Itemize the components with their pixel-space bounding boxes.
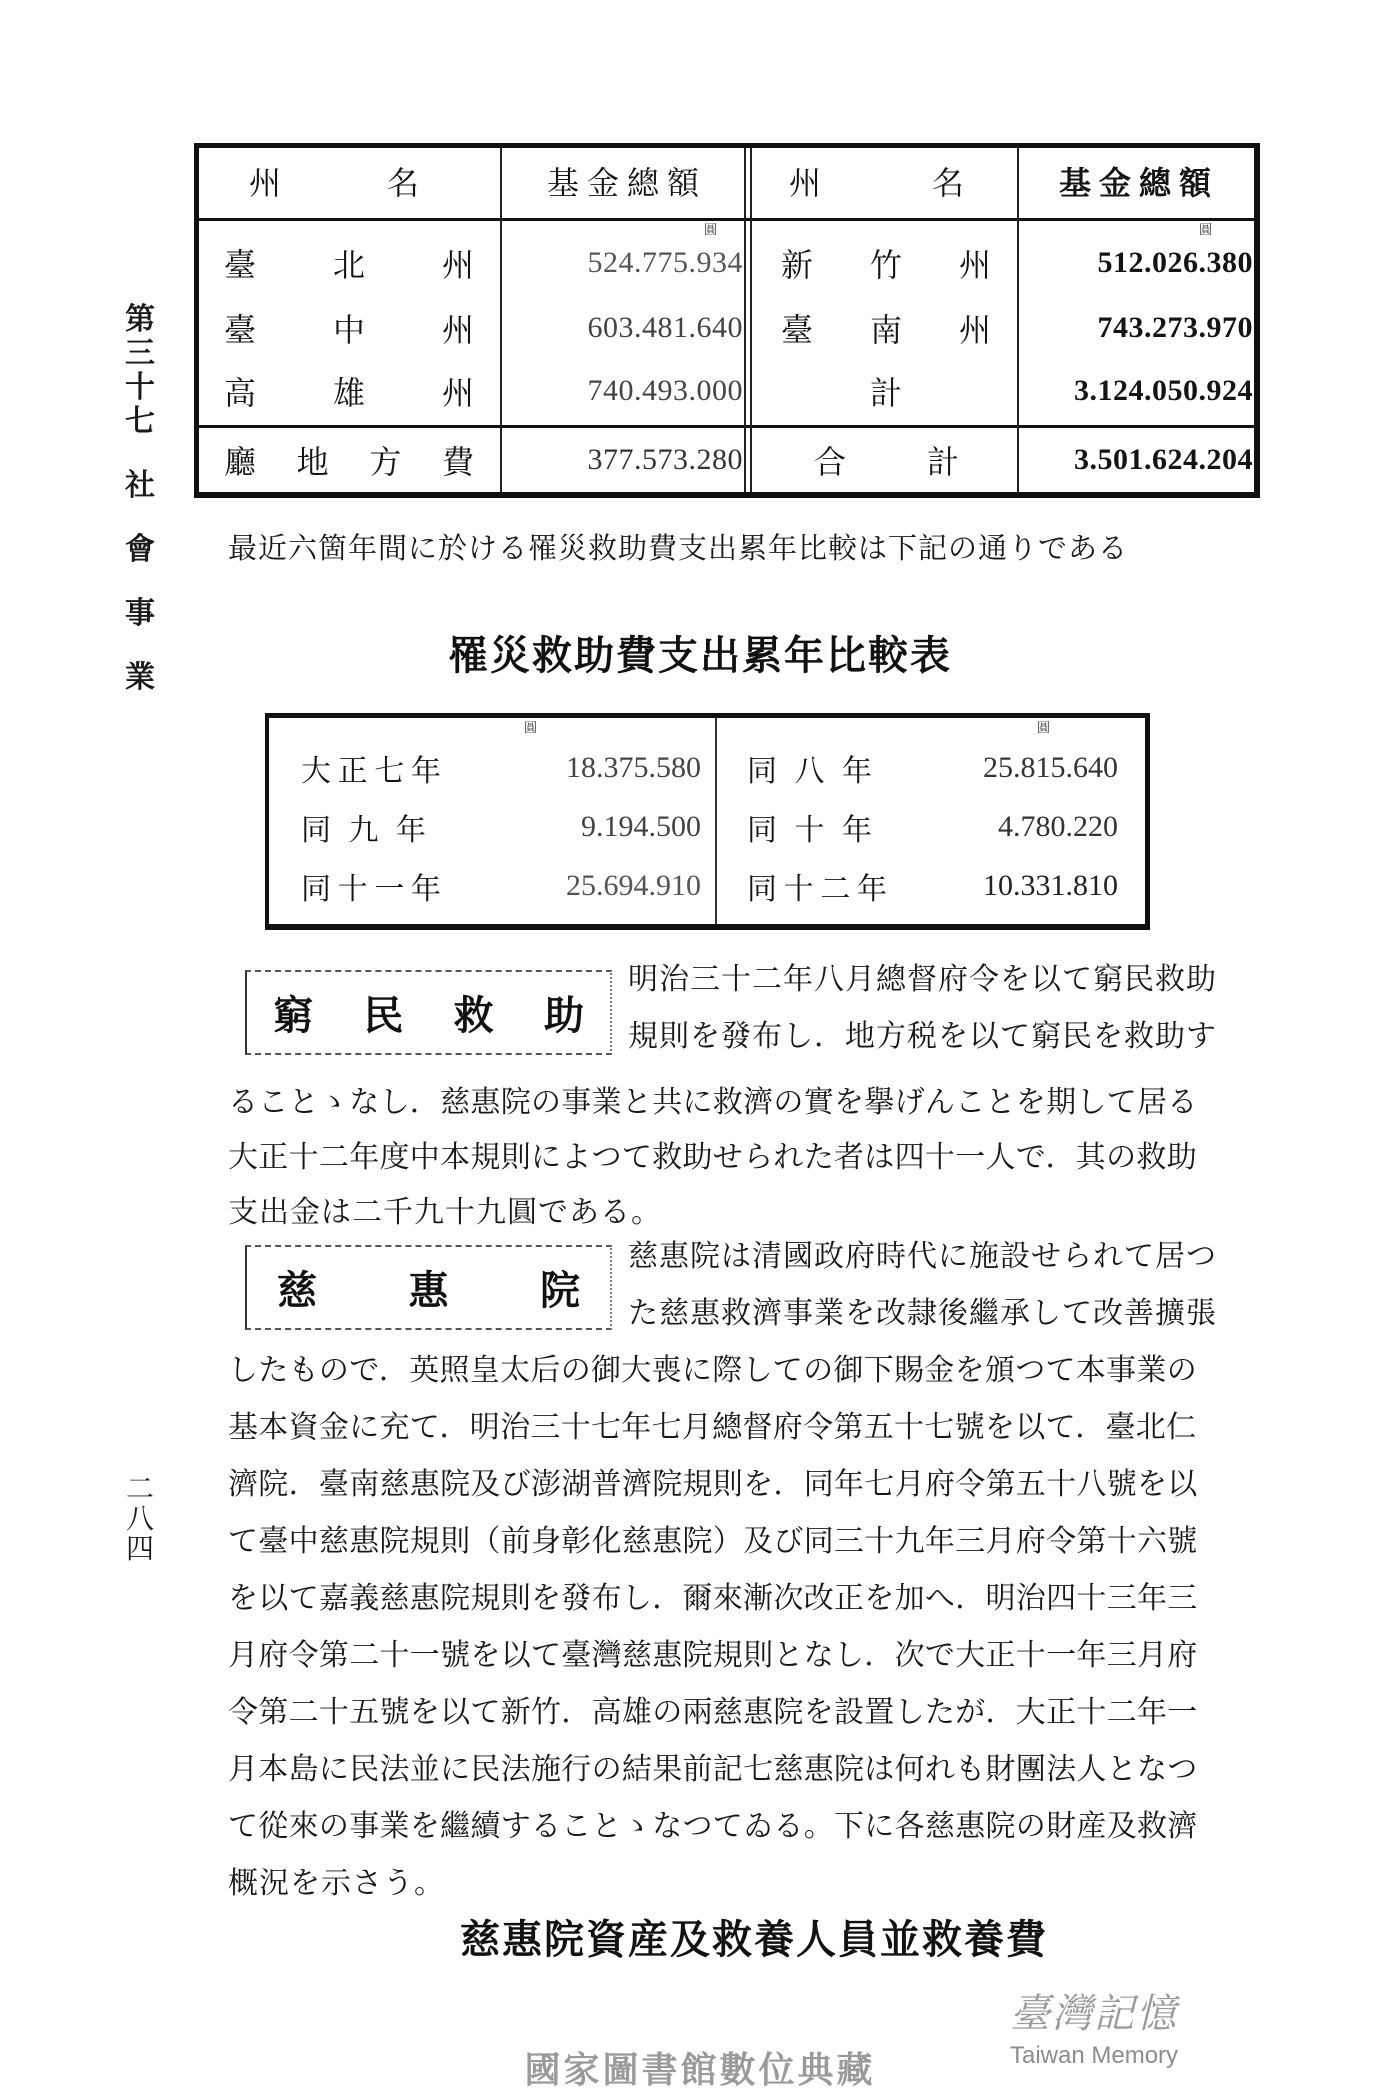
heading-char: 救 <box>453 992 494 1039</box>
running-head-char: 業 <box>125 660 155 695</box>
page-number-char: 四 <box>125 1532 154 1565</box>
header-divider <box>199 218 1254 221</box>
body-line: を以て嘉義慈惠院規則を發布し．爾來漸次改正を加へ．明治四十三年三 <box>228 1581 1198 1616</box>
name-char: 高 <box>224 374 257 412</box>
relief-amount: 9.194.500 <box>581 810 701 843</box>
name-char: 計 <box>926 443 959 481</box>
year-label <box>301 746 441 790</box>
page-number-char: 八 <box>125 1502 154 1535</box>
header-char: 州 <box>789 164 822 202</box>
name-char: 合 <box>814 443 847 481</box>
body-line: したもので．英照皇太后の御大喪に際しての御下賜金を頒つて本事業の <box>228 1353 1197 1388</box>
body-line: て臺中慈惠院規則（前身彰化慈惠院）及び同三十九年三月府令第十六號 <box>228 1524 1198 1559</box>
grand-total-amount: 3.501.624.204 <box>1074 443 1253 476</box>
prefecture-name <box>781 240 991 286</box>
unit-label: 圓 <box>704 223 718 238</box>
header-prefecture-name <box>249 148 419 214</box>
fund-amount: 524.775.934 <box>587 246 743 279</box>
body-line: 基本資金に充て．明治三十七年七月總督府令第五十七號を以て．臺北仁 <box>228 1410 1197 1445</box>
year-char: 八 <box>794 754 825 789</box>
center-double-divider <box>744 148 752 492</box>
name-char: 新 <box>781 246 814 284</box>
running-head-char: 十 <box>125 370 155 405</box>
year-char: 同 <box>301 872 331 907</box>
grand-total-label <box>814 432 959 488</box>
header-char: 名 <box>931 164 964 202</box>
running-head <box>122 302 158 697</box>
body-line: 規則を發布し．地方税を以て窮民を救助す <box>628 1019 1217 1054</box>
office-local-expense-label <box>224 432 474 488</box>
name-char: 州 <box>958 246 991 284</box>
year-char: 年 <box>396 813 426 848</box>
relief-amount: 25.815.640 <box>983 751 1118 784</box>
fund-amount: 743.273.970 <box>1097 311 1253 344</box>
running-head-char: 第 <box>125 302 155 337</box>
year-label <box>301 805 426 849</box>
year-char: 十 <box>337 872 368 907</box>
fund-table <box>194 143 1260 498</box>
running-head-char: 會 <box>125 532 155 567</box>
name-char: 雄 <box>332 374 365 412</box>
fund-amount: 603.481.640 <box>587 311 743 344</box>
year-char: 大 <box>301 754 331 789</box>
heading-char: 慈 <box>277 1267 317 1314</box>
year-label <box>747 805 872 849</box>
header-char: 名 <box>386 164 419 202</box>
year-char: 七 <box>374 754 405 789</box>
body-line: 慈惠院は清國政府時代に施設せられて居つ <box>628 1239 1217 1274</box>
relief-row <box>747 856 1137 916</box>
body-line: 支出金は二千九十九圓である。 <box>228 1195 662 1230</box>
year-char: 年 <box>410 754 441 789</box>
body-line: 月本島に民法並に民法施行の結果前記七慈惠院は何れも財團法人となつ <box>228 1752 1198 1787</box>
year-char: 十 <box>794 813 825 848</box>
name-char: 北 <box>332 246 365 284</box>
body-line: 明治三十二年八月總督府令を以て窮民救助 <box>628 962 1217 997</box>
relief-row <box>747 797 1137 857</box>
name-char: 州 <box>441 374 474 412</box>
name-char: 州 <box>441 246 474 284</box>
relief-row <box>301 856 701 916</box>
year-label <box>747 864 887 908</box>
year-char: 九 <box>348 813 379 848</box>
year-char: 正 <box>337 754 368 789</box>
name-char: 臺 <box>781 311 814 349</box>
unit-label: 圓 <box>1199 223 1213 238</box>
body-line: 大正十二年度中本規則によつて救助せられた者は四十一人で．其の救助 <box>228 1140 1197 1175</box>
page-number <box>122 1472 158 1565</box>
relief-amount: 18.375.580 <box>566 751 701 784</box>
header-fund-total: 基金總額 <box>546 164 707 202</box>
year-char: 同 <box>747 872 777 907</box>
page-number-char: 二 <box>125 1472 154 1505</box>
header-prefecture-name <box>789 148 964 214</box>
relief-row <box>747 738 1137 798</box>
year-label <box>301 864 441 908</box>
year-char: 十 <box>783 872 814 907</box>
name-char: 州 <box>441 311 474 349</box>
prefecture-name <box>224 305 474 351</box>
name-char: 南 <box>869 311 902 349</box>
body-line: て從來の事業を繼續することゝなつてゐる。下に各慈惠院の財産及救濟 <box>228 1809 1198 1844</box>
total-row-divider <box>199 425 1254 428</box>
year-char: 同 <box>301 813 331 848</box>
body-line: ることゝなし．慈惠院の事業と共に救濟の實を擧げんことを期して居る <box>228 1085 1198 1120</box>
fund-amount: 740.493.000 <box>587 374 743 407</box>
relief-amount: 4.780.220 <box>998 810 1118 843</box>
relief-row <box>301 738 701 798</box>
relief-row <box>301 797 701 857</box>
body-line: 令第二十五號を以て新竹．高雄の兩慈惠院を設置したが．大正十二年一 <box>228 1695 1198 1730</box>
year-char: 年 <box>842 813 872 848</box>
year-char: 年 <box>842 754 872 789</box>
section-heading-poor-relief <box>245 970 612 1055</box>
column-divider <box>1017 148 1019 492</box>
watermark-caption: Taiwan Memory <box>1010 2042 1179 2069</box>
year-char: 年 <box>856 872 887 907</box>
year-label <box>747 746 872 790</box>
library-footer: 國家圖書館數位典藏 <box>524 2050 876 2091</box>
name-char: 州 <box>958 311 991 349</box>
unit-label: 圓 <box>1037 721 1051 736</box>
body-line: 概況を示さう。 <box>228 1866 445 1901</box>
section-heading-charity-home <box>245 1245 612 1330</box>
heading-char: 窮 <box>273 992 313 1039</box>
fund-amount: 377.573.280 <box>587 443 743 476</box>
running-head-char: 七 <box>125 404 155 439</box>
name-char: 臺 <box>224 246 257 284</box>
fund-amount: 3.124.050.924 <box>1074 374 1253 407</box>
running-head-char: 社 <box>125 468 155 503</box>
year-char: 同 <box>747 813 777 848</box>
running-head-char: 三 <box>125 336 155 371</box>
name-char: 臺 <box>224 311 257 349</box>
year-char: 二 <box>820 872 851 907</box>
name-char: 地 <box>296 443 329 481</box>
name-char: 竹 <box>869 246 902 284</box>
subtotal-label: 計 <box>869 374 902 412</box>
heading-char: 惠 <box>408 1267 449 1314</box>
prefecture-name <box>224 368 474 414</box>
year-char: 年 <box>410 872 441 907</box>
body-line: 月府令第二十一號を以て臺灣慈惠院規則となし．次で大正十一年三月府 <box>228 1638 1198 1673</box>
column-divider <box>500 148 502 492</box>
header-char: 州 <box>249 164 282 202</box>
relief-amount: 25.694.910 <box>566 869 701 902</box>
header-fund-total: 基金總額 <box>1058 164 1219 202</box>
relief-table <box>265 713 1150 930</box>
relief-table-title: 罹災救助費支出累年比較表 <box>448 632 952 679</box>
name-char: 廳 <box>224 443 257 481</box>
name-char: 費 <box>441 443 474 481</box>
heading-char: 民 <box>363 992 404 1039</box>
heading-char: 助 <box>543 992 584 1039</box>
watermark-logo: 臺灣記憶 <box>1010 1991 1178 2037</box>
prefecture-name <box>224 240 474 286</box>
year-char: 同 <box>747 754 777 789</box>
running-head-char: 事 <box>125 596 155 631</box>
year-char: 一 <box>374 872 405 907</box>
unit-label: 圓 <box>524 721 538 736</box>
center-divider <box>715 718 717 924</box>
relief-amount: 10.331.810 <box>983 869 1118 902</box>
name-char: 方 <box>369 443 402 481</box>
fund-amount: 512.026.380 <box>1097 246 1253 279</box>
heading-char: 院 <box>540 1267 580 1314</box>
body-line: た慈惠救濟事業を改隷後繼承して改善擴張 <box>628 1296 1217 1331</box>
name-char: 中 <box>332 311 365 349</box>
body-line: 濟院．臺南慈惠院及び澎湖普濟院規則を．同年七月府令第五十八號を以 <box>228 1467 1198 1502</box>
charity-home-table-title: 慈惠院資産及救養人員並救養費 <box>460 1916 1048 1963</box>
intro-sentence: 最近六箇年間に於ける罹災救助費支出累年比較は下記の通りである <box>228 531 1129 565</box>
prefecture-name <box>781 305 991 351</box>
